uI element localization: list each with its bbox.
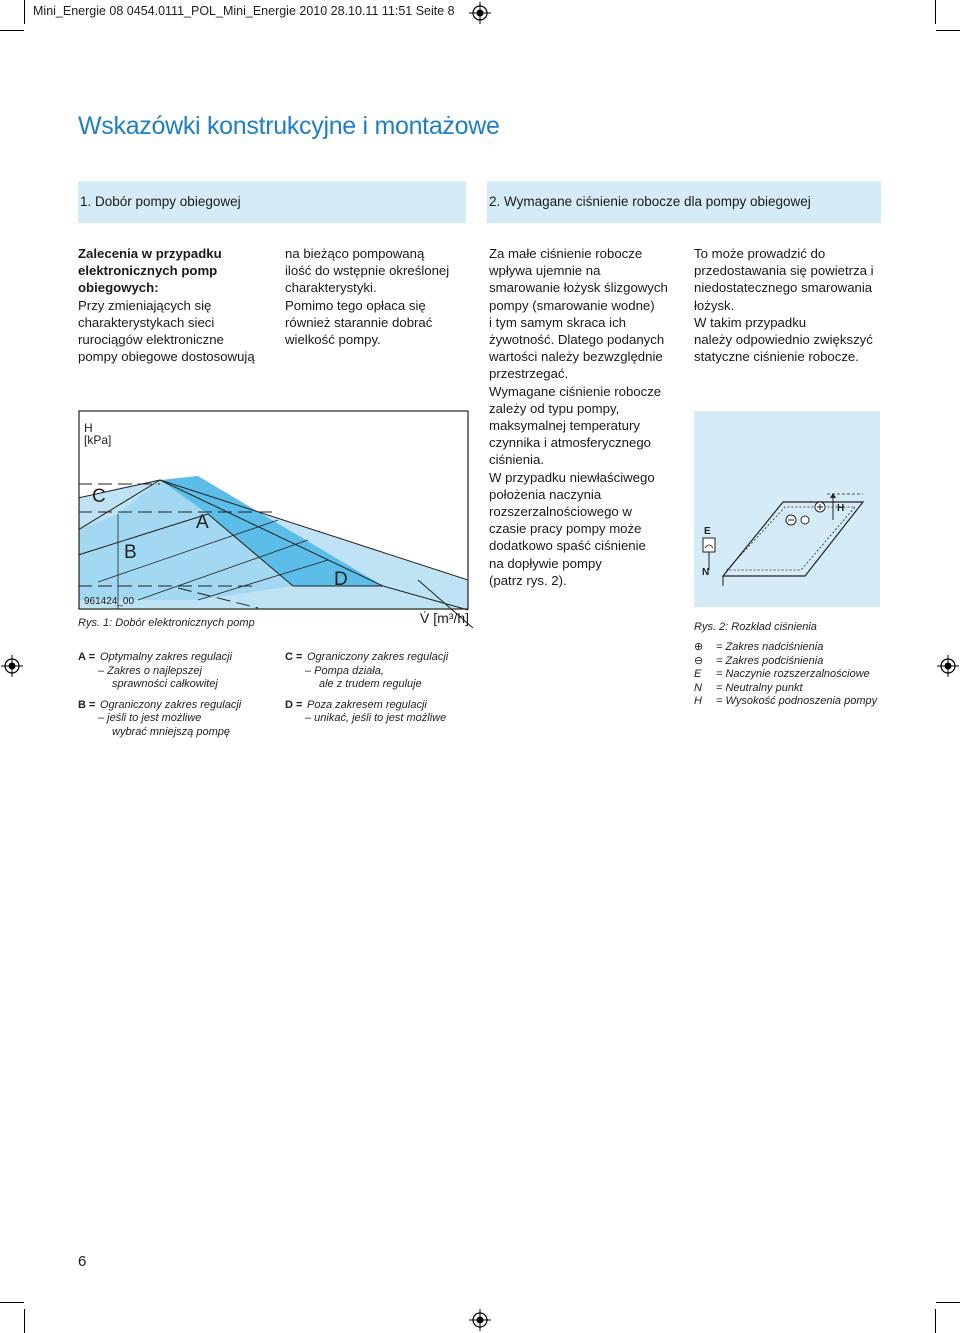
pump-selection-diagram xyxy=(78,410,478,630)
paragraph-line: W takim przypadku xyxy=(694,314,807,330)
trim-mark xyxy=(0,30,24,31)
text-column-3 xyxy=(489,245,684,589)
paragraph-line: Przy zmieniających się xyxy=(78,297,212,313)
legend-1-right xyxy=(285,651,485,726)
label-n: N xyxy=(702,567,710,578)
paragraph-line: obiegowych: xyxy=(78,280,159,296)
paragraph-line: smarowanie łożysk ślizgowych xyxy=(489,280,668,296)
paragraph-line: przestrzegać. xyxy=(489,366,569,382)
legend-key: H xyxy=(694,695,702,708)
paragraph-line: Wymagane ciśnienie robocze xyxy=(489,383,662,399)
legend-text: – Zakres o najlepszej xyxy=(98,664,202,677)
legend-key: D = xyxy=(285,698,303,711)
legend-entry xyxy=(694,655,914,669)
diagram-background xyxy=(694,411,880,607)
paragraph-line: Zalecenia w przypadku xyxy=(78,246,222,261)
text-column-4 xyxy=(694,245,894,365)
registration-mark-icon xyxy=(469,2,491,24)
paragraph-line: maksymalnej temperatury xyxy=(489,418,640,434)
legend-key: ⊕ xyxy=(694,641,704,653)
legend-key: B = xyxy=(78,698,96,711)
paragraph-line: pompy (smarowanie wodne) xyxy=(489,297,655,313)
legend-entry-c xyxy=(285,651,485,665)
paragraph-line: dodatkowo spaść ciśnienie xyxy=(489,538,646,554)
legend-entry xyxy=(694,641,914,655)
legend-text: – unikać, jeśli to jest możliwe xyxy=(305,712,447,725)
paragraph-line: rozszerzalnościowego w xyxy=(489,504,632,520)
paragraph-line: ilość do wstępnie określonej xyxy=(285,263,450,279)
legend-text: = Naczynie rozszerzalnościowe xyxy=(716,668,870,681)
paragraph-line: czasie pracy pompy może xyxy=(489,521,642,537)
paragraph-line: wartości należy bezwzględnie xyxy=(489,349,663,365)
axis-label-h: H xyxy=(84,421,93,435)
paragraph-line: czynnika i atmosferycznego xyxy=(489,435,651,451)
pressure-distribution-diagram xyxy=(693,410,883,610)
region-label-b: B xyxy=(124,542,137,563)
label-h: H xyxy=(837,503,845,514)
legend-text: = Zakres podciśnienia xyxy=(716,654,824,667)
paragraph-line: rurociągów elektroniczne xyxy=(78,332,224,348)
legend-text: Poza zakresem regulacji xyxy=(307,698,427,711)
legend-text: Ograniczony zakres regulacji xyxy=(100,698,242,711)
figure-code: 961424_00 xyxy=(84,596,135,607)
legend-key: ⊖ xyxy=(694,654,704,667)
paragraph-line: W przypadku niewłaściwego xyxy=(489,469,655,485)
legend-text: Optymalny zakres regulacji xyxy=(100,651,233,663)
legend-key: E xyxy=(694,668,702,681)
legend-entry xyxy=(694,682,914,696)
paragraph-line: pompy obiegowe dostosowują xyxy=(78,349,255,365)
paragraph-line: charakterystyki. xyxy=(285,280,377,296)
page-number: 6 xyxy=(78,1253,87,1270)
registration-mark-icon xyxy=(937,655,959,677)
paragraph-line: statyczne ciśnienie robocze. xyxy=(694,349,859,365)
trim-mark xyxy=(0,1302,24,1303)
legend-key: C = xyxy=(285,651,303,663)
trim-mark xyxy=(24,0,25,24)
region-label-c: C xyxy=(92,486,106,507)
paragraph-line: niedostatecznego smarowania xyxy=(694,280,873,296)
registration-mark-icon xyxy=(1,655,23,677)
legend-1-left xyxy=(78,651,278,740)
legend-text: Ograniczony zakres regulacji xyxy=(307,651,449,663)
paragraph-line: elektronicznych pomp xyxy=(78,263,218,279)
legend-text: – jeśli to jest możliwe xyxy=(98,712,202,725)
figure-1-caption: Rys. 1: Dobór elektronicznych pomp xyxy=(78,617,255,629)
paragraph-line: wielkość pompy. xyxy=(285,332,381,348)
trim-mark xyxy=(936,1302,960,1303)
x-axis-label: V̇ [m³/h] xyxy=(420,610,470,626)
legend-text: – Pompa działa, xyxy=(305,664,384,677)
legend-text: = Zakres nadciśnienia xyxy=(716,641,824,653)
paragraph-line: zależy od typu pompy, xyxy=(489,400,620,416)
registration-mark-icon xyxy=(469,1309,491,1331)
paragraph-line: Pomimo tego opłaca się xyxy=(285,297,426,313)
section-header-1 xyxy=(78,181,466,223)
region-label-a: A xyxy=(196,512,209,533)
paragraph-line: To może prowadzić do xyxy=(694,246,826,261)
figure-2-caption: Rys. 2: Rozkład ciśnienia xyxy=(694,621,817,633)
pump-icon xyxy=(801,516,809,524)
paragraph-line: wpływa ujemnie na xyxy=(489,263,601,279)
paragraph-line: również starannie dobrać xyxy=(285,314,433,330)
paragraph-line: ciśnienia. xyxy=(489,452,544,468)
legend-entry-a xyxy=(78,651,278,665)
label-e: E xyxy=(704,526,711,537)
trim-mark xyxy=(24,1309,25,1333)
region-label-d: D xyxy=(334,569,348,590)
paragraph-line: żywotność. Dlatego podanych xyxy=(489,332,665,348)
trim-mark xyxy=(935,0,936,24)
legend-text: = Wysokość podnoszenia pompy xyxy=(716,695,878,708)
paragraph-line: łożysk. xyxy=(694,297,735,313)
trim-mark xyxy=(936,30,960,31)
legend-text: ale z trudem reguluje xyxy=(319,678,422,691)
legend-key: N xyxy=(694,681,702,694)
text-column-1 xyxy=(78,245,273,365)
paragraph-line: charakterystykach sieci xyxy=(78,314,215,330)
legend-text: = Neutralny punkt xyxy=(716,681,803,694)
paragraph-line: na dopływie pompy xyxy=(489,555,602,571)
section-header-2 xyxy=(487,181,881,223)
trim-mark xyxy=(935,1309,936,1333)
page-title: Wskazówki konstrukcyjne i montażowe xyxy=(78,112,500,140)
legend-text: sprawności całkowitej xyxy=(112,678,218,691)
legend-entry-d xyxy=(285,699,485,713)
legend-entry xyxy=(694,668,914,682)
axis-label-kpa: [kPa] xyxy=(84,433,112,447)
paragraph-line: przedostawania się powietrza i xyxy=(694,263,874,279)
print-slug: Mini_Energie 08 0454.0111_POL_Mini_Energie 2010 28.10.11 11:51 Seite 8 xyxy=(33,4,455,18)
paragraph-line: położenia naczynia xyxy=(489,486,602,502)
paragraph-line: i tym samym skraca ich xyxy=(489,314,627,330)
paragraph-line: należy odpowiednio zwiększyć xyxy=(694,332,873,348)
text-column-2 xyxy=(285,245,470,348)
legend-entry xyxy=(694,695,914,709)
paragraph-line: na bieżąco pompowaną xyxy=(285,246,425,261)
legend-text: wybrać mniejszą pompę xyxy=(112,725,230,738)
section-title: 1. Dobór pompy obiegowej xyxy=(80,194,241,209)
legend-key: A = xyxy=(78,651,96,663)
legend-2 xyxy=(694,641,914,709)
paragraph-line: Za małe ciśnienie robocze xyxy=(489,246,643,261)
legend-entry-b xyxy=(78,699,278,713)
section-title: 2. Wymagane ciśnienie robocze dla pompy obiegowej xyxy=(489,194,811,209)
paragraph-line: (patrz rys. 2). xyxy=(489,572,567,588)
